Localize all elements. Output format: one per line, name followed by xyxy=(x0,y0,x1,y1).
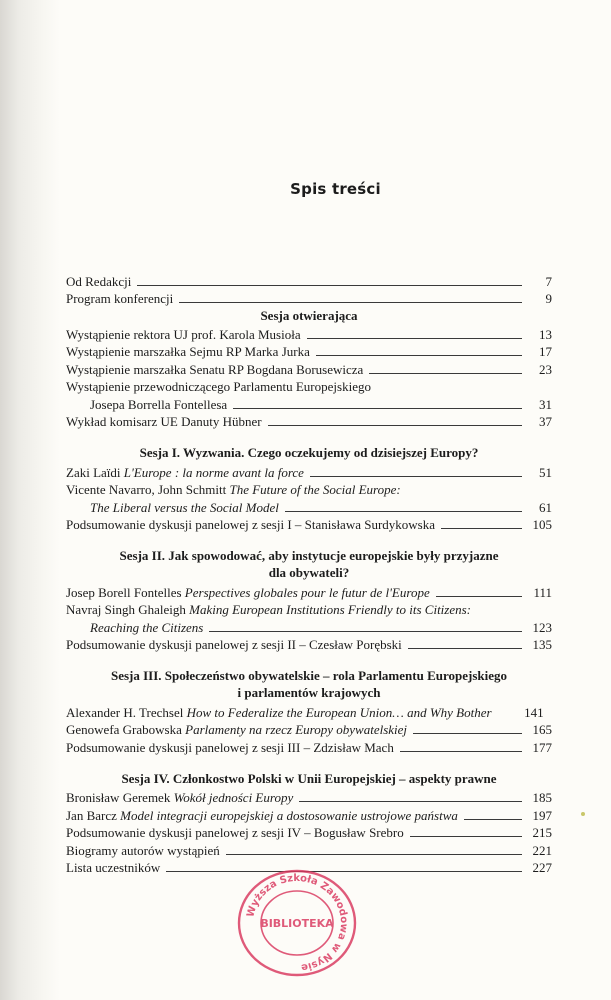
toc-entry-text xyxy=(66,789,293,806)
toc-entry[interactable] xyxy=(66,360,552,378)
toc-page-number: 135 xyxy=(532,637,552,652)
section-heading-session-2 xyxy=(66,547,552,581)
toc-entry[interactable] xyxy=(66,806,552,824)
toc-entry-text xyxy=(66,481,401,498)
heading-line: i parlamentów krajowych xyxy=(237,685,381,700)
leader-line xyxy=(310,476,522,477)
leader-line xyxy=(209,631,522,632)
leader-line xyxy=(408,648,522,649)
stamp-center-text: BIBLIOTEKA xyxy=(260,917,334,930)
leader-line xyxy=(410,836,522,837)
section-heading-session-4: Sesja IV. Członkostwo Polski w Unii Europejskiej – aspekty prawne xyxy=(121,770,497,786)
toc-author: Genowefa Grabowska xyxy=(66,722,186,737)
toc-page-number: 123 xyxy=(532,619,552,635)
leader-line xyxy=(413,733,522,734)
table-of-contents xyxy=(66,272,552,876)
toc-page-number: 185 xyxy=(532,790,552,805)
leader-line xyxy=(226,854,522,855)
section-heading-session-1: Sesja I. Wyzwania. Czego oczekujemy od dzisiejszej Europy? xyxy=(139,445,479,460)
section-heading-opening: Sesja otwierająca xyxy=(260,308,358,323)
toc-entry[interactable] xyxy=(66,463,552,481)
paper-speck xyxy=(581,812,585,816)
heading-line: Sesja II. Jak spowodować, aby instytucje europejskie były przyjazne xyxy=(119,548,499,563)
toc-entry[interactable] xyxy=(66,378,552,396)
toc-page-number: 141 xyxy=(524,704,544,720)
toc-entry[interactable] xyxy=(66,721,552,739)
leader-line xyxy=(316,355,522,356)
toc-author: Jan Barcz xyxy=(66,807,121,823)
toc-entry[interactable] xyxy=(66,789,552,807)
toc-entry-text: Biogramy autorów wystąpień xyxy=(66,842,220,858)
toc-entry-text xyxy=(66,619,203,636)
heading-line: Sesja III. Społeczeństwo obywatelskie – rola Parlamentu Europejskiego xyxy=(110,668,508,683)
session-3-block xyxy=(66,667,552,756)
toc-entry-text xyxy=(66,704,492,721)
leader-line xyxy=(464,819,522,820)
toc-entry-text xyxy=(66,499,279,516)
toc-entry-text: Podsumowanie dyskusji panelowej z sesji III – Zdzisław Mach xyxy=(66,739,394,755)
toc-entry-text: Program konferencji xyxy=(66,291,174,306)
toc-entry-text: Wykład komisarz UE Danuty Hübner xyxy=(66,414,262,429)
leader-line xyxy=(233,408,522,409)
toc-title: Reaching the Citizens xyxy=(90,619,204,635)
stamp-ring-text: Wyższa Szkoła Zawodowa w Nysie xyxy=(245,872,350,973)
toc-entry-continuation[interactable] xyxy=(66,618,552,636)
toc-page-number: 111 xyxy=(533,584,552,600)
toc-entry[interactable] xyxy=(66,636,552,654)
toc-entry-text: Lista uczestników xyxy=(66,860,161,875)
toc-title: Model integracji europejskiej a dostosowanie ustrojowe państwa xyxy=(120,807,458,823)
leader-line xyxy=(299,801,522,802)
toc-entry-text: Wystąpienie marszałka Sejmu RP Marka Jurka xyxy=(66,344,310,359)
toc-author: Josep Borell Fontelles xyxy=(66,584,185,600)
toc-entry-text xyxy=(66,464,304,481)
toc-entry[interactable] xyxy=(66,413,552,431)
toc-page-number: 197 xyxy=(532,807,552,823)
toc-entry[interactable] xyxy=(66,601,552,619)
toc-page-number: 7 xyxy=(545,273,552,289)
toc-title: Perspectives globales pour le futur de l'Europe xyxy=(184,584,430,600)
session-1-block xyxy=(66,444,552,533)
toc-title: L'Europe : la norme avant la force xyxy=(123,464,304,480)
toc-entry-continuation[interactable] xyxy=(66,498,552,516)
toc-page-number: 23 xyxy=(539,361,552,377)
toc-entry-od-redakcji[interactable] xyxy=(66,272,552,290)
toc-entry-text xyxy=(66,721,407,738)
toc-page-number: 31 xyxy=(539,396,552,412)
leader-line xyxy=(307,338,522,339)
toc-title: The Liberal versus the Social Model xyxy=(90,499,279,515)
session-2-block xyxy=(66,547,552,653)
leader-line xyxy=(285,511,522,512)
toc-page-number: 215 xyxy=(532,825,552,840)
toc-entry[interactable] xyxy=(66,738,552,756)
toc-entry-program-konferencji[interactable] xyxy=(66,290,552,308)
toc-entry-text xyxy=(66,807,458,824)
toc-entry[interactable] xyxy=(66,583,552,601)
toc-entry-text xyxy=(66,601,471,618)
toc-entry[interactable] xyxy=(66,325,552,343)
page-title: Spis treści xyxy=(290,180,381,198)
toc-page-number: 61 xyxy=(539,499,552,515)
heading-line: dla obywateli? xyxy=(268,565,350,580)
leader-line xyxy=(369,373,522,374)
toc-entry[interactable] xyxy=(66,481,552,499)
leader-line xyxy=(436,596,522,597)
leader-line xyxy=(137,285,522,286)
toc-page-number: 17 xyxy=(539,344,552,359)
toc-entry[interactable] xyxy=(66,343,552,361)
page-gutter-shadow xyxy=(0,0,60,1000)
toc-entry[interactable] xyxy=(66,703,552,721)
toc-entry-text: Od Redakcji xyxy=(66,273,132,289)
toc-page-number: 37 xyxy=(539,414,552,429)
toc-entry-text: Podsumowanie dyskusji panelowej z sesji IV – Bogusław Srebro xyxy=(66,825,404,840)
toc-page-number: 165 xyxy=(532,722,552,737)
toc-entry[interactable] xyxy=(66,824,552,842)
toc-entry-continuation[interactable] xyxy=(66,395,552,413)
leader-line xyxy=(179,302,522,303)
toc-entry-text: Wystąpienie rektora UJ prof. Karola Musioła xyxy=(66,326,301,342)
leader-line xyxy=(441,528,522,529)
toc-title: How to Federalize the European Union… and Why Bother xyxy=(186,704,492,720)
toc-author: Bronisław Geremek xyxy=(66,790,174,805)
leader-line xyxy=(400,751,522,752)
toc-title: Parlamenty na rzecz Europy obywatelskiej xyxy=(185,722,408,737)
toc-author: Alexander H. Trechsel xyxy=(66,704,187,720)
toc-page-number: 227 xyxy=(532,860,552,875)
toc-entry-text: Podsumowanie dyskusji panelowej z sesji I – Stanisława Surdykowska xyxy=(66,517,436,532)
toc-author: Navraj Singh Ghaleigh xyxy=(66,602,190,617)
toc-title: Making European Institutions Friendly to its Citizens: xyxy=(189,602,472,617)
leader-line xyxy=(268,425,522,426)
toc-page-number: 51 xyxy=(539,464,552,480)
toc-entry-text: Wystąpienie marszałka Senatu RP Bogdana Borusewicza xyxy=(66,361,364,377)
toc-entry-text: Wystąpienie przewodniczącego Parlamentu Europejskiego xyxy=(66,379,371,394)
toc-entry[interactable] xyxy=(66,841,552,859)
toc-title: Wokół jedności Europy xyxy=(173,790,294,805)
toc-page-number: 9 xyxy=(545,291,552,306)
toc-author: Vicente Navarro, John Schmitt xyxy=(66,482,230,497)
toc-title: The Future of the Social Europe: xyxy=(229,482,401,497)
toc-page-number: 105 xyxy=(532,517,552,532)
toc-page-number: 221 xyxy=(532,842,552,858)
toc-entry-text xyxy=(66,584,430,601)
toc-entry[interactable] xyxy=(66,516,552,534)
session-4-block xyxy=(66,770,552,877)
toc-entry-text: Podsumowanie dyskusji panelowej z sesji II – Czesław Porębski xyxy=(66,637,402,652)
section-heading-session-3 xyxy=(66,667,552,701)
toc-page-number: 177 xyxy=(532,739,552,755)
toc-entry-text: Josepa Borrella Fontellesa xyxy=(90,396,228,412)
toc-author: Zaki Laïdi xyxy=(66,464,124,480)
toc-page-number: 13 xyxy=(539,326,552,342)
library-stamp xyxy=(236,868,358,978)
